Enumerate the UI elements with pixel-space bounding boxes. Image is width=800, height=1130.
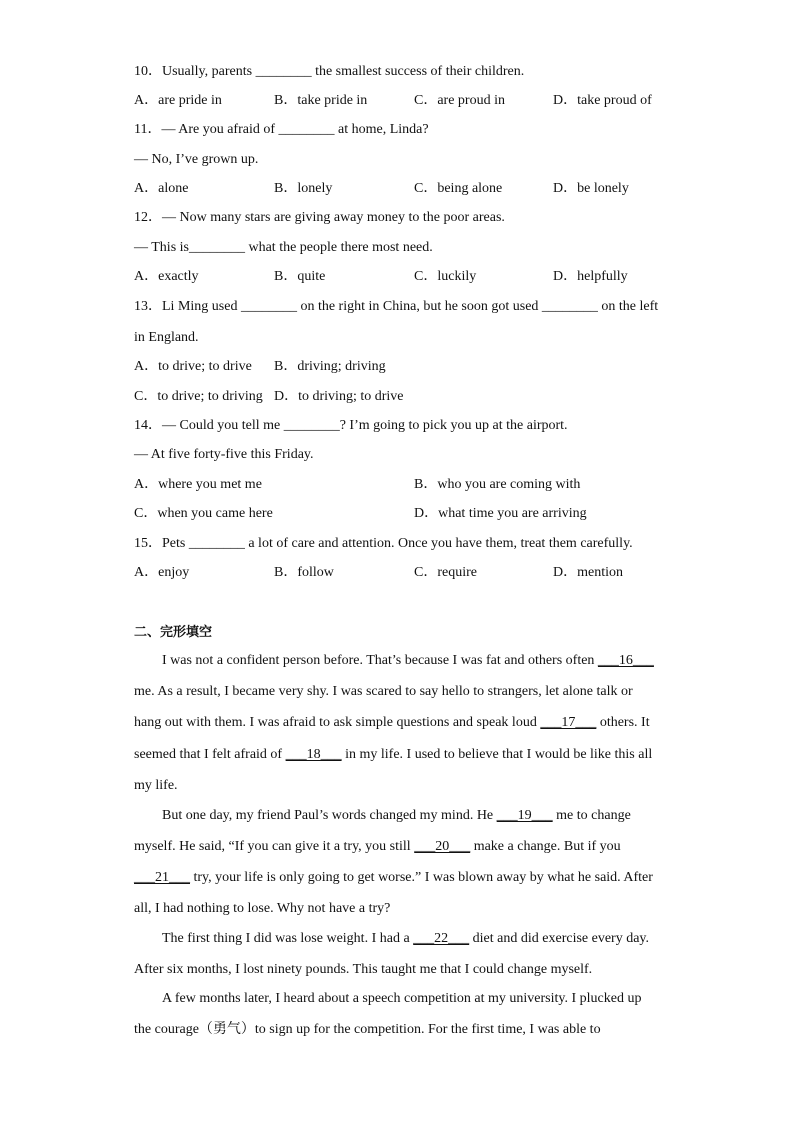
question-13-stem: 13．Li Ming used ________ on the right in China, but he soon got used ________ on the left — [134, 299, 659, 314]
passage-line: my life. — [134, 778, 178, 793]
section-title: 二、完形填空 — [134, 625, 213, 640]
question-11-stem: 11．— Are you afraid of ________ at home, Linda? — [134, 122, 429, 137]
question-15-stem: 15．Pets ________ a lot of care and attention. Once you have them, treat them carefully. — [134, 536, 633, 551]
blank-17[interactable]: ___17___ — [540, 715, 597, 730]
passage-line: the courage（勇气）to sign up for the competition. For the first time, I was able to — [134, 1022, 601, 1037]
question-10-option-d[interactable]: D．take proud of — [553, 93, 652, 108]
blank-22[interactable]: ___22___ — [413, 931, 470, 946]
question-14-option-c[interactable]: C．when you came here — [134, 506, 273, 521]
question-12-option-d[interactable]: D．helpfully — [553, 269, 628, 284]
passage-line: A few months later, I heard about a speech competition at my university. I plucked up — [162, 991, 642, 1006]
question-15-option-c[interactable]: C．require — [414, 565, 477, 580]
passage-line: seemed that I felt afraid of ___18___ in my life. I used to believe that I would be like this all — [134, 747, 653, 762]
blank-19[interactable]: ___19___ — [496, 808, 553, 823]
question-12-option-a[interactable]: A．exactly — [134, 269, 199, 284]
question-14-option-d[interactable]: D．what time you are arriving — [414, 506, 587, 521]
question-10-option-a[interactable]: A．are pride in — [134, 93, 222, 108]
question-13-stem-cont: in England. — [134, 330, 199, 345]
question-14-option-b[interactable]: B．who you are coming with — [414, 477, 581, 492]
passage-line: The first thing I did was lose weight. I had a ___22___ diet and did exercise every day. — [162, 931, 650, 946]
question-13-option-b[interactable]: B．driving; driving — [274, 359, 386, 374]
question-12-reply: — This is________ what the people there most need. — [134, 240, 433, 255]
question-10-option-c[interactable]: C．are proud in — [414, 93, 505, 108]
question-11-reply: — No, I’ve grown up. — [134, 152, 259, 167]
question-10-option-b[interactable]: B．take pride in — [274, 93, 368, 108]
question-12-option-b[interactable]: B．quite — [274, 269, 326, 284]
passage-line: myself. He said, “If you can give it a try, you still ___20___ make a change. But if you — [134, 839, 621, 854]
question-15-option-b[interactable]: B．follow — [274, 565, 334, 580]
passage-line: But one day, my friend Paul’s words changed my mind. He ___19___ me to change — [162, 808, 631, 823]
question-10-stem: 10．Usually, parents ________ the smallest success of their children. — [134, 64, 525, 79]
question-11-option-d[interactable]: D．be lonely — [553, 181, 629, 196]
blank-20[interactable]: ___20___ — [414, 839, 471, 854]
passage-line: all, I had nothing to lose. Why not have a try? — [134, 901, 391, 916]
blank-18[interactable]: ___18___ — [285, 747, 342, 762]
question-12-option-c[interactable]: C．luckily — [414, 269, 477, 284]
question-14-stem: 14．— Could you tell me ________? I’m going to pick you up at the airport. — [134, 418, 568, 433]
passage-line: After six months, I lost ninety pounds. This taught me that I could change myself. — [134, 962, 593, 977]
question-13-option-a[interactable]: A．to drive; to drive — [134, 359, 252, 374]
question-11-option-a[interactable]: A．alone — [134, 181, 189, 196]
question-12-stem: 12．— Now many stars are giving away money to the poor areas. — [134, 210, 505, 225]
question-14-reply: — At five forty-five this Friday. — [134, 447, 314, 462]
question-13-option-d[interactable]: D．to driving; to drive — [274, 389, 404, 404]
blank-21[interactable]: ___21___ — [134, 870, 190, 885]
passage-line: hang out with them. I was afraid to ask simple questions and speak loud ___17___ others. It — [134, 715, 650, 730]
question-14-option-a[interactable]: A．where you met me — [134, 477, 262, 492]
passage-line: I was not a confident person before. That’s because I was fat and others often ___16___ — [162, 653, 654, 668]
question-13-option-c[interactable]: C．to drive; to driving — [134, 389, 263, 404]
passage-line: ___21___ try, your life is only going to get worse.” I was blown away by what he said. After — [134, 870, 653, 885]
blank-16[interactable]: ___16___ — [597, 653, 654, 668]
question-11-option-c[interactable]: C．being alone — [414, 181, 503, 196]
question-15-option-d[interactable]: D．mention — [553, 565, 623, 580]
question-11-option-b[interactable]: B．lonely — [274, 181, 333, 196]
question-15-option-a[interactable]: A．enjoy — [134, 565, 190, 580]
passage-line: me. As a result, I became very shy. I was scared to say hello to strangers, let alone talk or — [134, 684, 633, 699]
